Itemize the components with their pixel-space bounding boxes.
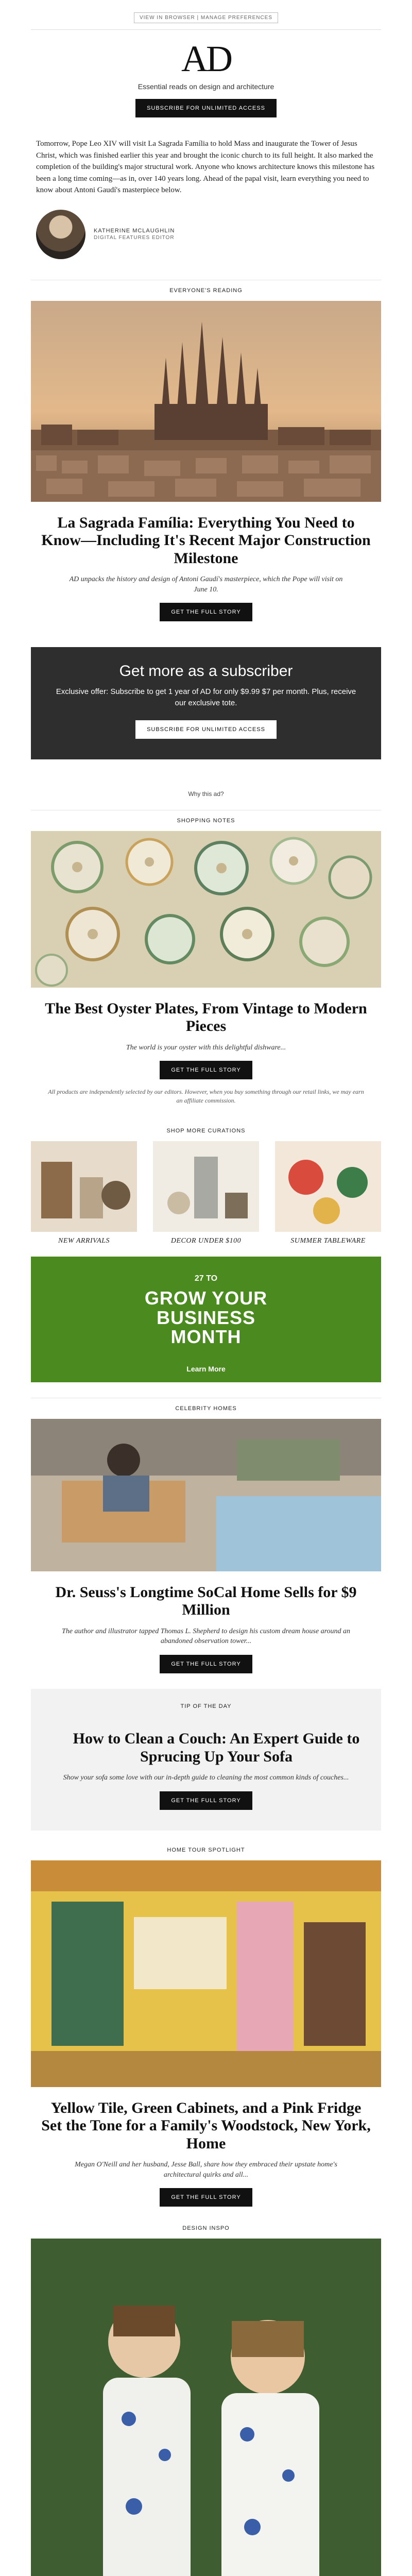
author-avatar <box>36 210 85 259</box>
header <box>0 0 412 23</box>
spotlight-headline[interactable]: Yellow Tile, Green Cabinets, and a Pink Fridge Set the Tone for a Family's Woodstock, New York, Home <box>41 2099 371 2152</box>
decor-under-100-image[interactable] <box>153 1141 259 1232</box>
subscriber-promo <box>31 647 381 759</box>
author-name: KATHERINE MCLAUGHLIN <box>94 228 175 234</box>
new-arrivals-image[interactable] <box>31 1141 137 1232</box>
subscribe-button[interactable]: SUBSCRIBE FOR UNLIMITED ACCESS <box>135 99 277 117</box>
curation-label[interactable]: SUMMER TABLEWARE <box>290 1236 366 1245</box>
celebrity-dek: The author and illustrator tapped Thomas L. Shepherd to design his custom dream house around an abandoned observation tower... <box>62 1627 351 1646</box>
curations-tiles <box>31 1141 381 1245</box>
view-in-browser-link[interactable]: VIEW IN BROWSER | MANAGE PREFERENCES <box>134 12 278 23</box>
ad-big-text: GROW YOUR BUSINESS MONTH <box>144 1287 268 1348</box>
author-byline <box>36 210 376 259</box>
ad-small-text: 27 TO <box>194 1274 218 1283</box>
promo-body: Exclusive offer: Subscribe to get 1 year of AD for only $9.99 $7 per month. Plus, receive our exclusive tote. <box>56 687 356 707</box>
section-label-shopping: SHOPPING NOTES <box>177 817 235 824</box>
curation-label[interactable]: DECOR UNDER $100 <box>170 1236 242 1245</box>
everyone-headline[interactable]: La Sagrada Família: Everything You Need to Know—Including It's Recent Major Construction Milestone <box>41 514 371 567</box>
promo-subscribe-button[interactable]: SUBSCRIBE FOR UNLIMITED ACCESS <box>135 720 277 739</box>
section-label-tip: TIP OF THE DAY <box>180 1703 232 1710</box>
dr-seuss-home-image[interactable] <box>31 1419 381 1571</box>
shopping-headline[interactable]: The Best Oyster Plates, From Vintage to Modern Pieces <box>45 999 367 1035</box>
sagrada-familia-image[interactable] <box>31 301 381 502</box>
affiliate-note: All products are independently selected by our editors. However, when you buy something through our retail links, we may earn an affiliate commission. <box>48 1088 364 1105</box>
curation-label[interactable]: NEW ARRIVALS <box>58 1236 110 1245</box>
curation-tile[interactable] <box>275 1141 381 1245</box>
woodstock-home-image[interactable] <box>31 1860 381 2087</box>
mandy-moore-image[interactable] <box>31 2239 381 2576</box>
shopping-cta-button[interactable]: GET THE FULL STORY <box>160 1061 252 1079</box>
ad-learn-more[interactable]: Learn More <box>186 1364 226 1373</box>
spotlight-cta-button[interactable]: GET THE FULL STORY <box>160 2188 252 2207</box>
tip-headline[interactable]: How to Clean a Couch: An Expert Guide to Sprucing Up Your Sofa <box>73 1730 360 1765</box>
intro-text: Tomorrow, Pope Leo XIV will visit La Sagrada Família to hold Mass and inaugurate the Tower of Jesus Christ, which was finished earlier this year and brought the iconic church to its full height. It also marked the completion of the building's major structural work. Anyone who knows architecture knows this milestone has been a long time coming—as in, over 140 years long. Ahead of the papal visit, learn everything you need to know about Antoni Gaudí's masterpiece below. <box>36 140 375 194</box>
header-rule <box>31 29 381 30</box>
celebrity-cta-button[interactable]: GET THE FULL STORY <box>160 1655 252 1673</box>
summer-tableware-image[interactable] <box>275 1141 381 1232</box>
tip-dek: Show your sofa some love with our in-depth guide to cleaning the most common kinds of couches... <box>63 1774 349 1782</box>
section-label-design: DESIGN INSPO <box>182 2225 230 2232</box>
section-label-spotlight: HOME TOUR SPOTLIGHT <box>167 1846 245 1853</box>
spotlight-dek: Megan O'Neill and her husband, Jesse Ball, share how they embraced their upstate home's architectural quirks and all... <box>75 2161 337 2179</box>
everyone-cta-button[interactable]: GET THE FULL STORY <box>160 603 252 621</box>
why-this-ad-link[interactable]: Why this ad? <box>188 790 224 798</box>
shopping-dek: The world is your oyster with this delightful dishware... <box>126 1043 286 1052</box>
celebrity-headline[interactable]: Dr. Seuss's Longtime SoCal Home Sells for $9 Million <box>55 1583 357 1619</box>
author-title: DIGITAL FEATURES EDITOR <box>94 235 175 241</box>
tagline: Essential reads on design and architecture <box>138 82 274 91</box>
advertisement-banner[interactable] <box>31 1257 381 1382</box>
section-label-curations: SHOP MORE CURATIONS <box>166 1127 246 1134</box>
promo-title: Get more as a subscriber <box>119 663 293 680</box>
tip-of-the-day <box>31 1689 381 1831</box>
section-label-everyone: EVERYONE'S READING <box>169 287 243 294</box>
ad-logo[interactable]: AD <box>181 38 231 79</box>
curation-tile[interactable] <box>31 1141 137 1245</box>
tip-cta-button[interactable]: GET THE FULL STORY <box>160 1791 252 1810</box>
everyone-dek: AD unpacks the history and design of Antoni Gaudí's masterpiece, which the Pope will visit on June 10. <box>69 575 343 594</box>
section-label-celebrity: CELEBRITY HOMES <box>175 1405 237 1412</box>
oyster-plates-image[interactable] <box>31 831 381 988</box>
curation-tile[interactable] <box>153 1141 259 1245</box>
